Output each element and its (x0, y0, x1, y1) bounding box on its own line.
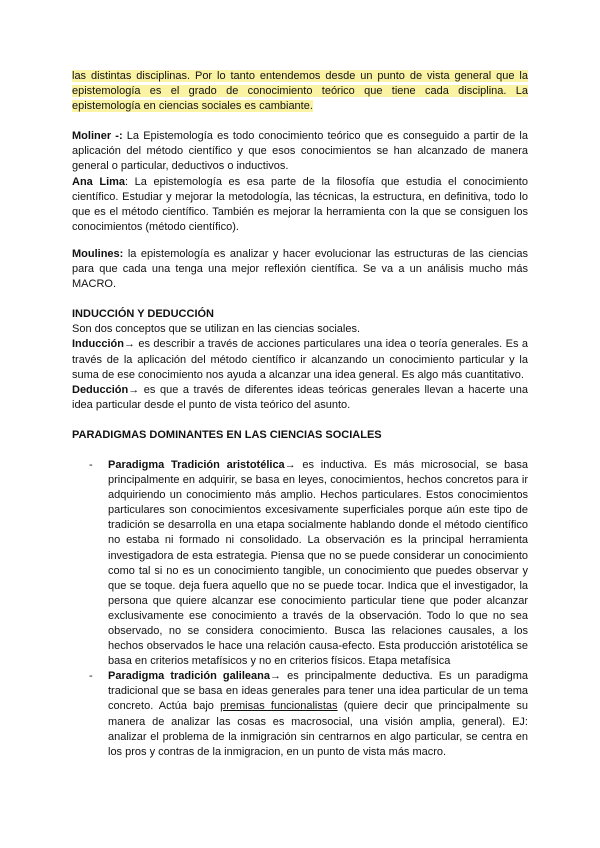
induccion-term: Inducción (72, 338, 124, 351)
definition-text: : La epistemología es esa parte de la filosofía que estudia el conocimiento científico. Estudiar y mejorar la metodología, las técnicas, la estructura, en definitiva, todo lo que es el método científico. También es mejorar la herramienta con la que se consiguen los conocimientos (método científico). (72, 175, 528, 233)
induccion-intro: Son dos conceptos que se utilizan en las ciencias sociales. (72, 323, 361, 336)
definition-text: la epistemología es analizar y hacer evolucionar las estructuras de las ciencias para que cada una tenga una mejor reflexión científica. Se va a un análisis mucho más MACRO. (72, 247, 528, 291)
paradigm-text: → es inductiva. Es más microsocial, se basa principalmente en adquirir, se basa en leyes, conocimientos, hechos concretos para ir adquiriendo un conocimiento más amplio. Hechos particulares. Estos conocimientos particulares son conocimientos excesivamente superficiales porque aún este tipo de tradición se desarrolla en una etapa socialmente hablando donde el método científico no estaba ni formado ni consolidado. La observación es la principal herramienta investigadora de esta estrategia. Piensa que no se puede considerar un conocimiento como tal si no es un conocimiento tangible, un conocimiento que puedes observar y que se toque. deja fuera aquello que no se puede tocar. Indica que el investigador, la persona que quiere alcanzar ese conocimiento particular tiene que poder alcanzar exclusivamente ese conocimiento a través de la observación. Todo lo que no sea observado, no se considera conocimiento. Busca las relaciones causales, a los hechos observados le hace una relación causa-efecto. Esta producción aristotélica se basa en criterios metafísicos y no en criterios físicos. Etapa metafísica (108, 458, 529, 668)
list-item (72, 669, 528, 760)
bullet-dash: - (89, 670, 93, 683)
definition-moulines (72, 247, 528, 292)
induccion-paragraph (72, 337, 528, 382)
definition-moliner (72, 129, 528, 174)
section-heading-paradigmas: PARADIGMAS DOMINANTES EN LAS CIENCIAS SOCIALES (72, 428, 382, 441)
paradigm-term: Paradigma Tradición aristotélica (108, 458, 285, 471)
section-heading-induccion: INDUCCIÓN Y DEDUCCIÓN (72, 308, 214, 321)
list-item (72, 458, 528, 669)
paradigm-text-after: (quiere decir que principalmente su manera de analizar las cosas es macrosocial, una visión amplia, general). EJ: analizar el problema de la inmigración sin centrarnos en algo particular, se centra en los pros y contras de la inmigracion, en un punto de vista más macro. (108, 700, 529, 758)
induccion-text: → es describir a través de acciones particulares una idea o teoría generales. Es a través de la aplicación del método científico ir alcanzando un conocimiento particular y la suma de ese conocimiento nos ayuda a alcanzar una idea general. Es algo más cuantitativo. (72, 338, 528, 381)
paradigm-term: Paradigma tradición galileana (108, 670, 270, 683)
highlighted-text: las distintas disciplinas. Por lo tanto entendemos desde un punto de vista general que la epistemología es el grado de conocimiento teórico que tiene cada disciplina. La epistemología en ciencias sociales es cambiante. (72, 70, 528, 113)
intro-paragraph (72, 69, 528, 114)
author-name: Moulines: (72, 247, 124, 260)
underlined-text: premisas funcionalistas (220, 700, 338, 713)
paradigm-text-before: → es principalmente deductiva. Es un paradigma tradicional que se basa en ideas generales para tener una idea particular de un tema concreto. Actúa bajo (108, 670, 529, 713)
deduccion-text: → es que a través de diferentes ideas teóricas generales llevan a hacerte una idea particular desde el punto de vista teórico del asunto. (72, 383, 528, 411)
author-name: Ana Lima (72, 175, 126, 188)
deduccion-paragraph (72, 383, 528, 413)
definition-ana-lima (72, 175, 528, 235)
paradigm-list (72, 458, 528, 760)
bullet-dash: - (89, 458, 93, 471)
deduccion-term: Deducción (72, 383, 129, 396)
definition-text: La Epistemología es todo conocimiento teórico que es conseguido a partir de la aplicación del método científico y que esos conocimientos se han alcanzado de manera general o particular, deductivos o inductivos. (72, 130, 528, 173)
author-name: Moliner -: (72, 130, 123, 143)
